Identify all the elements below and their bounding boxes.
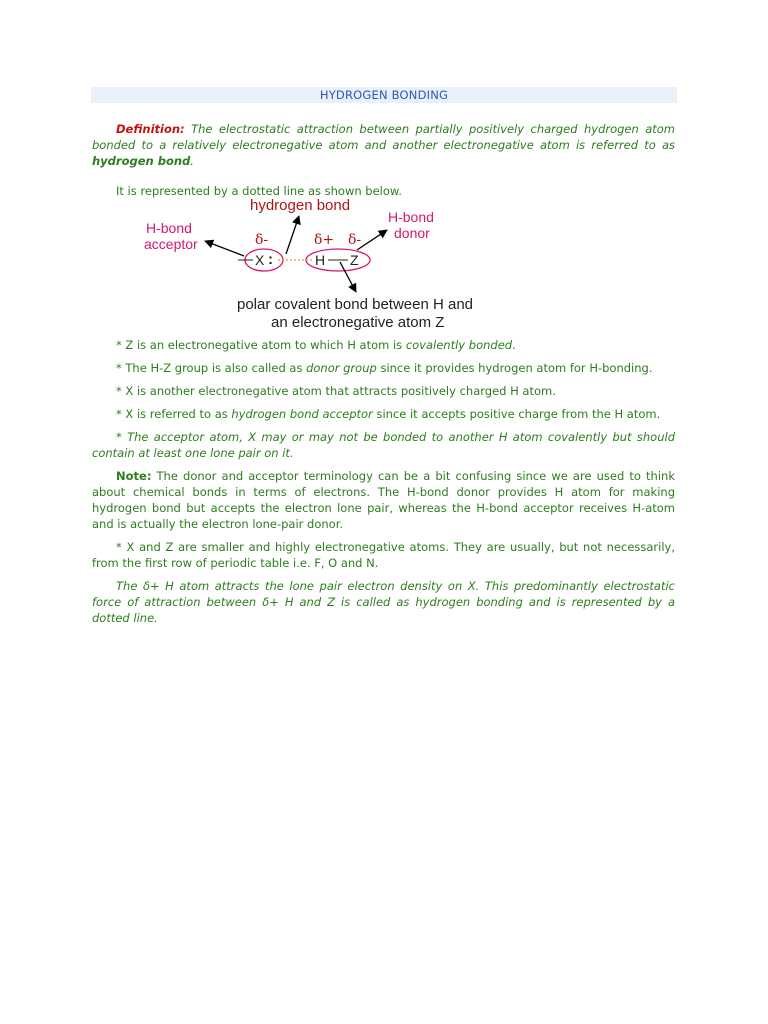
point-z-text: * Z is an electronegative atom to which H atom is xyxy=(116,338,406,352)
hydrogen-bond-label: hydrogen bond xyxy=(250,197,351,214)
arrow-donor xyxy=(357,230,387,250)
point-z-end: . xyxy=(512,338,516,352)
points-section xyxy=(92,337,675,626)
polar-bond-label-line2: an electronegative atom Z xyxy=(271,314,445,331)
intro-section xyxy=(92,121,675,199)
represented-paragraph: It is represented by a dotted line as shown below. xyxy=(116,184,402,198)
point-acceptor-atom-text: The acceptor atom, X may or may not be bonded to another H atom covalently but should contain at least one lone pair on it. xyxy=(92,430,676,460)
delta-minus-x: δ- xyxy=(255,232,269,248)
title-bar xyxy=(91,87,677,103)
definition-text: The electrostatic attraction between partially positively charged hydrogen atom bonded to a relatively electronegative atom and another electronegative atom is referred to as xyxy=(92,122,675,152)
definition-end: . xyxy=(190,154,194,168)
delta-plus-h: δ+ xyxy=(314,232,335,248)
point-donor-group xyxy=(92,360,675,376)
point-acceptor xyxy=(92,406,675,422)
point-z-emphasis: covalently bonded xyxy=(405,338,513,352)
point-donor-end: since it provides hydrogen atom for H-bonding. xyxy=(376,361,653,375)
xz-paragraph: * X and Z are smaller and highly electronegative atoms. They are usually, but not necessarily, from the first row of periodic table i.e. F, O and N. xyxy=(92,540,675,570)
point-donor-emphasis: donor group xyxy=(306,361,377,375)
polar-bond-label-line1: polar covalent bond between H and xyxy=(237,296,474,313)
hydrogen-bond-diagram xyxy=(92,190,512,335)
donor-label-line1: H-bond xyxy=(388,209,434,225)
acceptor-label-line2: acceptor xyxy=(144,236,198,252)
atom-h: H xyxy=(315,252,326,268)
final-paragraph: The δ+ H atom attracts the lone pair electron density on X. This predominantly electrostatic force of attraction between δ+ H and Z is called as hydrogen bonding and is represented by a dotted line. xyxy=(92,579,675,625)
point-donor-text: * The H-Z group is also called as xyxy=(116,361,307,375)
point-acceptor-atom-star: * xyxy=(116,430,128,444)
point-acceptor-emphasis: hydrogen bond acceptor xyxy=(231,407,373,421)
point-acceptor-text: * X is referred to as xyxy=(116,407,232,421)
atom-x: X xyxy=(255,252,265,268)
point-acceptor-atom xyxy=(92,429,675,461)
point-acceptor-end: since it accepts positive charge from the H atom. xyxy=(372,407,661,421)
donor-label-line2: donor xyxy=(394,225,430,241)
lone-pair: : xyxy=(268,251,273,268)
definition-term: hydrogen bond xyxy=(92,154,191,168)
acceptor-label-line1: H-bond xyxy=(146,220,192,236)
note-text: The donor and acceptor terminology can be a bit confusing since we are used to think about chemical bonds in terms of electrons. The H-bond donor provides H atom for making hydrogen bond but accepts the electron lone pair, whereas the H-bond acceptor receives H-atom and is actually the electron lone-pair donor. xyxy=(92,469,675,531)
atom-z: Z xyxy=(350,252,359,268)
point-z xyxy=(92,337,675,353)
definition-label: Definition: xyxy=(116,122,185,136)
note-label: Note: xyxy=(116,469,152,483)
arrow-hydrogen-bond xyxy=(286,216,299,254)
point-x: * X is another electronegative atom that attracts positively charged H atom. xyxy=(116,384,556,398)
page-title: HYDROGEN BONDING xyxy=(319,88,449,102)
arrow-acceptor xyxy=(205,241,244,256)
delta-minus-z: δ- xyxy=(348,232,362,248)
note-paragraph xyxy=(92,468,675,532)
definition-paragraph xyxy=(92,121,675,169)
